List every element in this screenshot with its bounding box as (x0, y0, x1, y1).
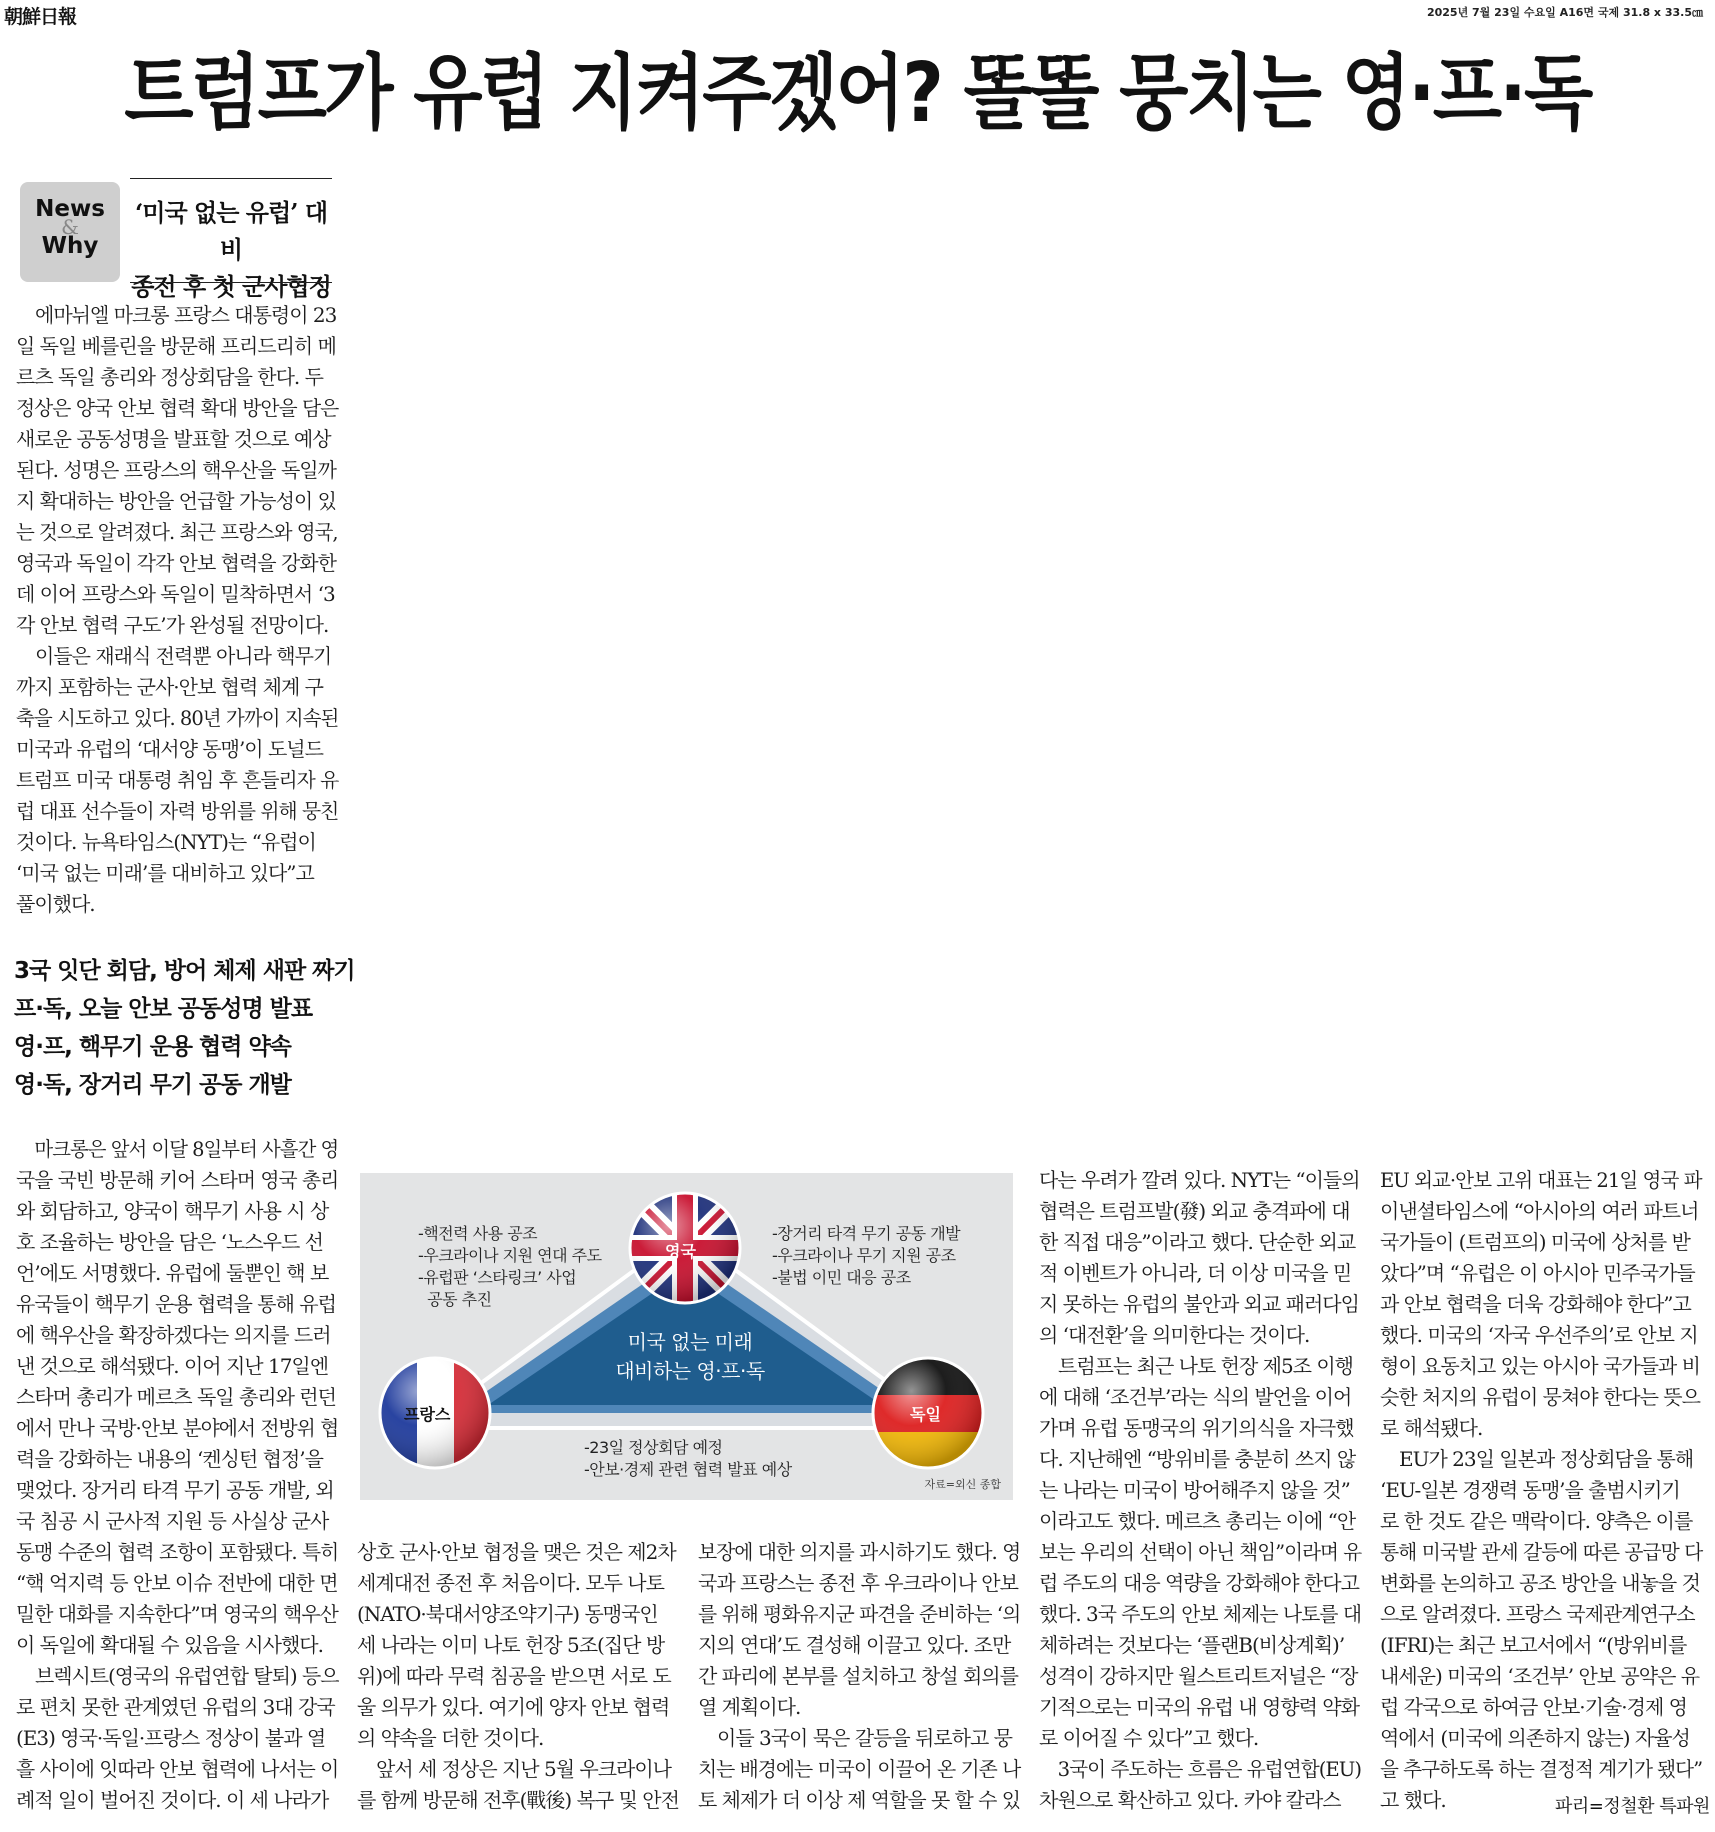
body-line: 를 함께 방문해 전후(戰後) 복구 및 안전 (357, 1788, 679, 1812)
body-line: 지의 연대’도 결성해 이끌고 있다. 조만 (698, 1633, 1011, 1657)
body-line: 상호 군사·안보 협정을 맺은 것은 제2차 (357, 1540, 676, 1564)
body-line: 는 나라는 미국이 방어해주지 않을 것” (1039, 1478, 1350, 1502)
issue-info: 2025년 7월 23일 수요일 A16면 국제 31.8 x 33.5㎝ (1426, 6, 1703, 19)
france-note: -핵전력 사용 공조 (418, 1224, 538, 1243)
body-line: 브렉시트(영국의 유럽연합 탈퇴) 등으 (16, 1664, 339, 1688)
uk-note: -불법 이민 대응 공조 (772, 1268, 911, 1287)
body-line: 지 확대하는 방안을 언급할 가능성이 있 (16, 489, 336, 513)
body-column-5 (1380, 1165, 1709, 1816)
subhead-line: 영·독, 장거리 무기 공동 개발 (14, 1072, 291, 1098)
ampersand-label: & (61, 215, 79, 239)
body-line: 위)에 따라 무력 침공을 받으면 서로 도 (357, 1664, 671, 1688)
body-line: 3국이 주도하는 흐름은 유럽연합(EU) (1039, 1757, 1362, 1781)
body-line: 적 이벤트가 아니라, 더 이상 미국을 믿 (1039, 1261, 1352, 1285)
center-title (560, 1328, 820, 1386)
body-line: 트럼프는 최근 나토 헌장 제5조 이행 (1039, 1354, 1353, 1378)
body-line: 정상은 양국 안보 협력 확대 방안을 담은 (16, 396, 339, 420)
body-line: 차원으로 확산하고 있다. 카야 칼라스 (1039, 1788, 1341, 1812)
body-line: 이들 3국이 묵은 갈등을 뒤로하고 뭉 (698, 1726, 1012, 1750)
body-line: 치는 배경에는 미국이 이끌어 온 기존 나 (698, 1757, 1021, 1781)
body-line: 풀이했다. (16, 892, 95, 916)
body-line: 영국과 독일이 각각 안보 협력을 강화한 (16, 551, 336, 575)
body-line: EU가 23일 일본과 정상회담을 통해 (1380, 1447, 1694, 1471)
body-line: 이 독일에 확대될 수 있음을 시사했다. (16, 1633, 323, 1657)
body-line: 았다”며 “유럽은 이 아시아 민주국가들 (1380, 1261, 1695, 1285)
news-why-badge (20, 182, 120, 282)
body-line: 보는 우리의 선택이 아닌 책임”이라며 유 (1039, 1540, 1362, 1564)
body-line: 데 이어 프랑스와 독일이 밀착하면서 ‘3 (16, 582, 335, 606)
body-line: 르츠 독일 총리와 정상회담을 한다. 두 (16, 365, 323, 389)
body-line: 에 대해 ‘조건부’라는 식의 발언을 이어 (1039, 1385, 1352, 1409)
body-line: 통해 미국발 관세 갈등에 따른 공급망 다 (1380, 1540, 1703, 1564)
body-line: 일 독일 베를린을 방문해 프리드리히 메 (16, 334, 336, 358)
body-line: 호 조율하는 방안을 담은 ‘노스우드 선 (16, 1230, 323, 1254)
body-line: 변화를 논의하고 공조 방안을 내놓을 것 (1380, 1571, 1700, 1595)
body-line: 성격이 강하지만 월스트리트저널은 “장 (1039, 1664, 1358, 1688)
subhead-line: 프·독, 오늘 안보 공동성명 발표 (14, 996, 313, 1022)
center-title-line: 미국 없는 미래 (627, 1330, 753, 1354)
uk-note: -우크라이나 무기 지원 공조 (772, 1246, 956, 1265)
body-line: 럽 주도의 대응 역량을 강화해야 한다고 (1039, 1571, 1359, 1595)
body-line: 체하려는 것보다는 ‘플랜B(비상계획)’ (1039, 1633, 1345, 1657)
bottom-note: -23일 정상회담 예정 (584, 1438, 723, 1457)
body-line: 기적으로는 미국의 유럽 내 영향력 약화 (1039, 1695, 1359, 1719)
body-line: 례적 일이 벌어진 것이다. 이 세 나라가 (16, 1788, 329, 1812)
deck-line: ‘미국 없는 유럽’ 대비 (134, 198, 328, 264)
body-line: 간 파리에 본부를 설치하고 창설 회의를 (698, 1664, 1018, 1688)
body-line: 새로운 공동성명을 발표할 것으로 예상 (16, 427, 331, 451)
body-line: 세계대전 종전 후 처음이다. 모두 나토 (357, 1571, 664, 1595)
body-line: 슷한 처지의 유럽이 뭉쳐야 한다는 뜻으 (1380, 1385, 1700, 1409)
body-line: 에마뉘엘 마크롱 프랑스 대통령이 23 (16, 303, 337, 327)
body-line: 로 이어질 수 있다”고 했다. (1039, 1726, 1259, 1750)
body-line: 는 것으로 알려졌다. 최근 프랑스와 영국, (16, 520, 338, 544)
body-line: 트럼프 미국 대통령 취임 후 흔들리자 유 (16, 768, 339, 792)
body-line: 각 안보 협력 구도’가 완성될 전망이다. (16, 613, 329, 637)
body-line: (E3) 영국·독일·프랑스 정상이 불과 열 (16, 1726, 326, 1750)
body-line: 했다. 3국 주도의 안보 체제는 나토를 대 (1039, 1602, 1362, 1626)
body-line: 다는 우려가 깔려 있다. NYT는 “이들의 (1039, 1168, 1360, 1192)
body-line: 을 추구하도록 하는 결정적 계기가 됐다” (1380, 1757, 1703, 1781)
byline: 파리=정철환 특파원 (1555, 1796, 1710, 1817)
body-line: 으로 알려졌다. 프랑스 국제관계연구소 (1380, 1602, 1695, 1626)
body-line: 국 침공 시 군사적 지원 등 사실상 군사 (16, 1509, 329, 1533)
body-line: 축을 시도하고 있다. 80년 가까이 지속된 (16, 706, 339, 730)
body-line: 럽 대표 선수들이 자력 방위를 위해 뭉친 (16, 799, 339, 823)
body-line: 로 해석됐다. (1380, 1416, 1483, 1440)
body-line: 고 했다. (1380, 1788, 1446, 1812)
deck-bottom-rule (130, 282, 332, 283)
body-line: ‘EU-일본 경쟁력 동맹’을 출범시키기 (1380, 1478, 1680, 1502)
bottom-note: -안보·경제 관련 협력 발표 예상 (584, 1460, 792, 1479)
body-line: 가며 유럽 동맹국의 위기의식을 자극했 (1039, 1416, 1354, 1440)
body-line: 협력은 트럼프발(發) 외교 충격파에 대 (1039, 1199, 1350, 1223)
subheads (14, 952, 355, 1104)
body-line: 의 약속을 더한 것이다. (357, 1726, 544, 1750)
newspaper-logo: 朝鮮日報 (4, 6, 77, 28)
body-line: 력을 강화하는 내용의 ‘켄싱턴 협정’을 (16, 1447, 323, 1471)
body-line: 형이 요동치고 있는 아시아 국가들과 비 (1380, 1354, 1700, 1378)
uk-label: 영국 (665, 1242, 696, 1261)
center-title-line: 대비하는 영·프·독 (615, 1359, 765, 1383)
body-line: 스타머 총리가 메르츠 독일 총리와 런던 (16, 1385, 336, 1409)
body-line: 다. 지난해엔 “방위비를 충분히 쓰지 않 (1039, 1447, 1356, 1471)
body-line: 까지 포함하는 군사·안보 협력 체계 구 (16, 675, 323, 699)
body-line: 로 편치 못한 관계였던 유럽의 3대 강국 (16, 1695, 335, 1719)
france-note: 공동 추진 (418, 1290, 492, 1309)
body-line: 와 회담하고, 양국이 핵무기 사용 시 상 (16, 1199, 329, 1223)
subhead-line: 3국 잇단 회담, 방어 체제 새판 짜기 (14, 958, 355, 984)
uk-note: -장거리 타격 무기 공동 개발 (772, 1224, 961, 1243)
body-line: 세 나라는 이미 나토 헌장 5조(집단 방 (357, 1633, 665, 1657)
france-note: -우크라이나 지원 연대 주도 (418, 1246, 602, 1265)
body-line: 이들은 재래식 전력뿐 아니라 핵무기 (16, 644, 332, 668)
body-line: 토 체제가 더 이상 제 역할을 못 할 수 있 (698, 1788, 1021, 1812)
body-column-1b (16, 1134, 348, 1816)
body-line: 이낸셜타임스에 “아시아의 여러 파트너 (1380, 1199, 1699, 1223)
body-line: 럽 각국으로 하여금 안보·기술·경제 영 (1380, 1695, 1687, 1719)
body-column-1a (16, 300, 347, 920)
why-label: Why (41, 233, 99, 259)
body-line: 보장에 대한 의지를 과시하기도 했다. 영 (698, 1540, 1021, 1564)
body-line: 것이다. 뉴욕타임스(NYT)는 “유럽이 (16, 830, 316, 854)
body-line: 국가들이 (트럼프의) 미국에 상처를 받 (1380, 1230, 1690, 1254)
france-notes (418, 1223, 602, 1311)
body-line: “핵 억지력 등 안보 이슈 전반에 대한 면 (16, 1571, 338, 1595)
body-line: 의 ‘대전환’을 의미한다는 것이다. (1039, 1323, 1310, 1347)
body-line: 이라고도 했다. 메르츠 총리는 이에 “안 (1039, 1509, 1356, 1533)
body-line: 흘 사이에 잇따라 안보 협력에 나서는 이 (16, 1757, 339, 1781)
infographic (360, 1173, 1013, 1500)
body-line: 동맹 수준의 협력 조항이 포함됐다. 특히 (16, 1540, 339, 1564)
body-line: EU 외교·안보 고위 대표는 21일 영국 파 (1380, 1168, 1702, 1192)
body-line: 내세운) 미국의 ‘조건부’ 안보 공약은 유 (1380, 1664, 1700, 1688)
news-label: News (35, 196, 105, 222)
body-line: 밀한 대화를 지속한다”며 영국의 핵우산 (16, 1602, 338, 1626)
body-line: 국과 프랑스는 종전 후 우크라이나 안보 (698, 1571, 1018, 1595)
body-line: 낸 것으로 해석됐다. 이어 지난 17일엔 (16, 1354, 329, 1378)
body-line: 열 계획이다. (698, 1695, 801, 1719)
headline: 트럼프가 유럽 지켜주겠어? 똘똘 뭉치는 영·프·독 (124, 46, 1591, 141)
body-line: 로 한 것도 같은 맥락이다. 양측은 이를 (1380, 1509, 1693, 1533)
body-line: 앞서 세 정상은 지난 5월 우크라이나 (357, 1757, 671, 1781)
body-line: (IFRI)는 최근 보고서에서 “(방위비를 (1380, 1633, 1687, 1657)
bottom-notes (584, 1437, 792, 1481)
body-column-4 (1039, 1165, 1368, 1816)
body-line: 에 핵우산을 확장하겠다는 의지를 드러 (16, 1323, 331, 1347)
body-line: ‘미국 없는 미래’를 대비하고 있다”고 (16, 861, 314, 885)
body-column-2 (357, 1537, 679, 1816)
body-line: 미국과 유럽의 ‘대서양 동맹’이 도널드 (16, 737, 323, 761)
body-line: 과 안보 협력을 더욱 강화해야 한다”고 (1380, 1292, 1691, 1316)
body-line: 했다. 미국의 ‘자국 우선주의’로 안보 지 (1380, 1323, 1698, 1347)
body-line: 역에서 (미국에 의존하지 않는) 자율성 (1380, 1726, 1690, 1750)
body-line: 국을 국빈 방문해 키어 스타머 영국 총리 (16, 1168, 339, 1192)
body-line: 지 못하는 유럽의 불안과 외교 패러다임 (1039, 1292, 1359, 1316)
deck-line: 종전 후 첫 군사협정 (131, 272, 331, 301)
source-note: 자료=외신 종합 (924, 1478, 1001, 1491)
body-line: 울 의무가 있다. 여기에 양자 안보 협력 (357, 1695, 670, 1719)
body-line: (NATO·북대서양조약기구) 동맹국인 (357, 1602, 658, 1626)
france-note: -유럽판 ‘스타링크’ 사업 (418, 1268, 577, 1287)
body-line: 를 위해 평화유지군 파견을 준비하는 ‘의 (698, 1602, 1021, 1626)
uk-notes (772, 1223, 960, 1289)
body-line: 에서 만나 국방·안보 분야에서 전방위 협 (16, 1416, 339, 1440)
body-line: 언’에도 서명했다. 유럽에 둘뿐인 핵 보 (16, 1261, 329, 1285)
body-line: 된다. 성명은 프랑스의 핵우산을 독일까 (16, 458, 336, 482)
body-line: 한 직접 대응”이라고 했다. 단순한 외교 (1039, 1230, 1356, 1254)
body-column-3 (698, 1537, 1023, 1816)
germany-label: 독일 (910, 1405, 941, 1424)
body-line: 마크롱은 앞서 이달 8일부터 사흘간 영 (16, 1137, 339, 1161)
deck (130, 194, 332, 305)
deck-top-rule (130, 178, 332, 179)
subhead-line: 영·프, 핵무기 운용 협력 약속 (14, 1034, 291, 1060)
france-label: 프랑스 (404, 1405, 451, 1424)
body-line: 유국들이 핵무기 운용 협력을 통해 유럽 (16, 1292, 336, 1316)
body-line: 맺었다. 장거리 타격 무기 공동 개발, 외 (16, 1478, 334, 1502)
